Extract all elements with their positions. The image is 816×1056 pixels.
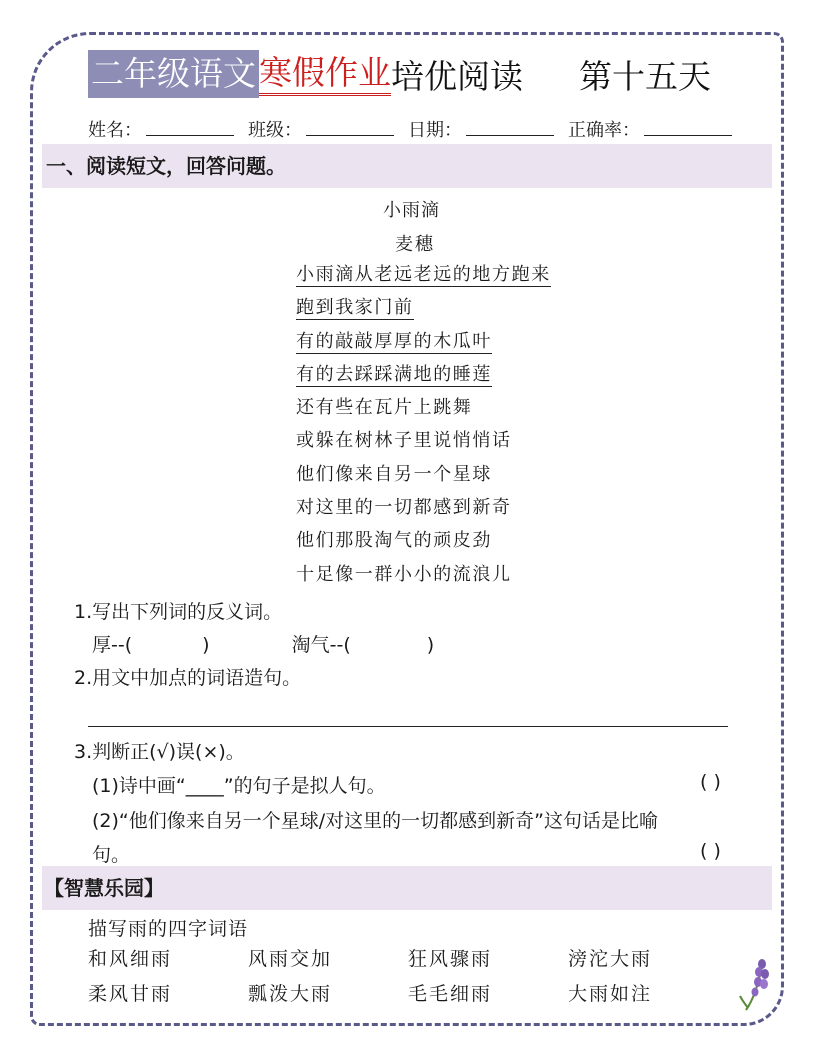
class-blank[interactable]: [306, 119, 394, 136]
poem-line: 他们像来自另一个星球: [296, 463, 492, 485]
judge-answer-box-1[interactable]: ( ): [700, 771, 721, 793]
title-winter-homework: 寒假作业: [259, 53, 391, 96]
poem-title: 小雨滴: [383, 200, 440, 221]
date-field[interactable]: [408, 116, 554, 142]
accuracy-blank[interactable]: [644, 119, 732, 136]
question-3: 3.判断正(√)误(×)。: [74, 741, 245, 763]
name-field[interactable]: [88, 116, 234, 142]
class-field[interactable]: [248, 116, 394, 142]
name-label: 姓名：: [88, 120, 142, 141]
rain-word: 风雨交加: [248, 948, 333, 970]
poem-line: 他们那股淘气的顽皮劲: [296, 530, 492, 552]
rain-word: 柔风甘雨: [88, 983, 173, 1005]
rain-word: 毛毛细雨: [408, 983, 493, 1005]
question-3-item-1: (1)诗中画“____”的句子是拟人句。: [92, 775, 386, 797]
title-reading: 培优阅读: [391, 56, 523, 96]
rain-words-intro: 描写雨的四字词语: [88, 918, 249, 940]
poem-line: 跑到我家门前: [296, 297, 414, 319]
sentence-answer-line[interactable]: [88, 726, 728, 727]
question-1-items: 厚--( ) 淘气--( ): [92, 634, 435, 656]
section-heading-reading: 一、阅读短文，回答问题。: [42, 144, 772, 188]
poem-line: 十足像一群小小的流浪儿: [296, 563, 512, 585]
antonym-naughty-label: 淘气--(: [291, 634, 351, 656]
poem-line: 小雨滴从老远老远的地方跑来: [296, 264, 551, 285]
class-label: 班级：: [248, 120, 302, 141]
poem-author: 麦穗: [395, 234, 435, 255]
poem-line: 还有些在瓦片上跳舞: [296, 397, 473, 419]
lavender-flower-icon: [738, 956, 774, 1012]
judge-answer-box-2[interactable]: ( ): [700, 840, 721, 862]
student-info-row: [88, 116, 746, 142]
rain-word: 和风细雨: [88, 948, 173, 970]
date-blank[interactable]: [466, 119, 554, 136]
question-3-item-2: (2)“他们像来自另一个星球/对这里的一切都感到新奇”这句话是比喻: [92, 810, 659, 832]
worksheet-title: [88, 50, 711, 98]
rain-word: 大雨如注: [568, 983, 653, 1005]
antonym-thick-label: 厚--(: [92, 634, 133, 656]
rain-word: 滂沱大雨: [568, 948, 653, 970]
rain-words-grid: [88, 944, 728, 1006]
question-3-item-2-cont: 句。: [92, 844, 131, 866]
question-2: 2.用文中加点的词语造句。: [74, 667, 302, 689]
poem-line: 有的去踩踩满地的睡莲: [296, 363, 492, 385]
rain-word: 瓢泼大雨: [248, 983, 333, 1005]
poem-line: 或躲在树林子里说悄悄话: [296, 430, 512, 452]
title-day: 第十五天: [579, 56, 711, 96]
poem-line: 对这里的一切都感到新奇: [296, 497, 512, 519]
accuracy-label: 正确率：: [568, 120, 640, 141]
title-grade-subject: 二年级语文: [88, 50, 259, 98]
accuracy-field[interactable]: [568, 116, 732, 142]
question-1: 1.写出下列词的反义词。: [74, 601, 283, 623]
poem-body: [296, 258, 551, 591]
section-heading-wisdom: 【智慧乐园】: [42, 866, 772, 910]
date-label: 日期：: [408, 120, 462, 141]
poem-line: 有的敲敲厚厚的木瓜叶: [296, 330, 492, 352]
rain-word: 狂风骤雨: [408, 948, 493, 970]
name-blank[interactable]: [146, 119, 234, 136]
